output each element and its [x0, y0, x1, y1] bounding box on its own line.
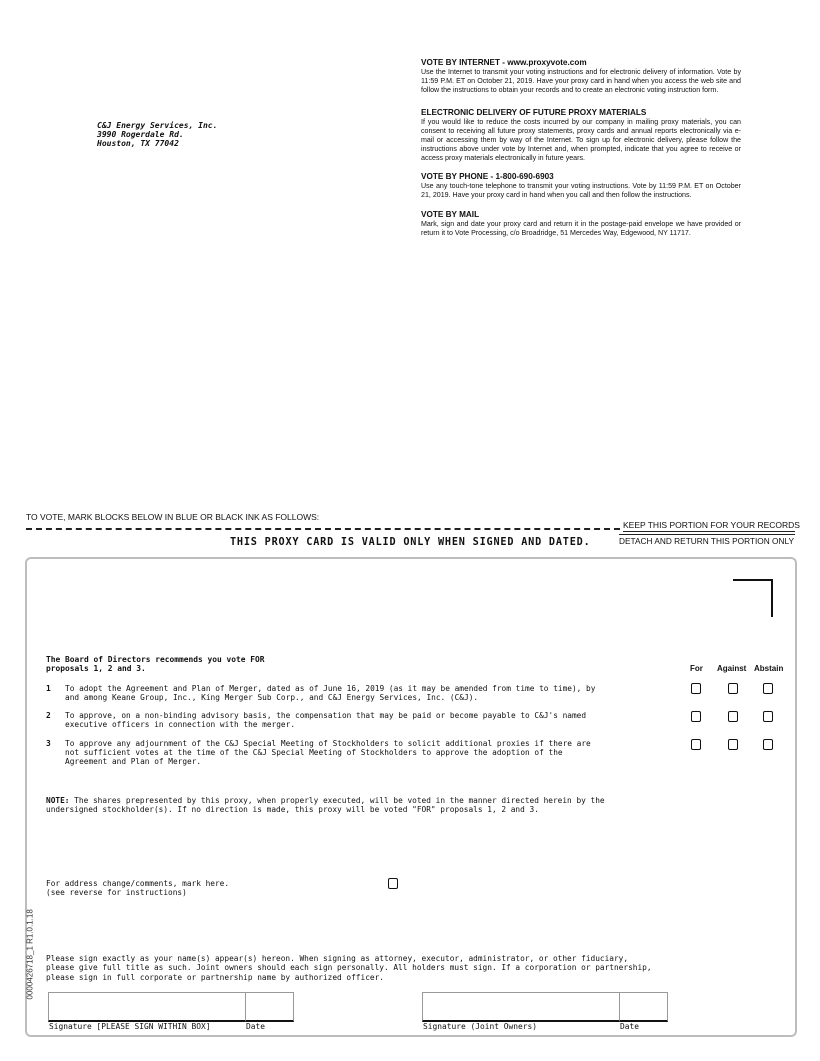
sender-line: 3990 Rogerdale Rd. [97, 130, 184, 139]
proposal-text: To adopt the Agreement and Plan of Merger, dated as of June 16, 2019 (as it may be amended from time to time), by and among Keane Group, Inc., King Merger Sub Corp., and C&J Energy Services, Inc. (C&J). [65, 684, 596, 703]
sign-instruction: Please sign exactly as your name(s) appear(s) hereon. When signing as attorney, executor, administrator, or other fiduciary, please give full title as such. Joint owners should each sign personally. All holders must sign. If a corporation or partnership, please sign in full corporate or partnership name by authorized officer. [46, 954, 652, 982]
section-body: Use the Internet to transmit your voting instructions and for electronic delivery of information. Vote by 11:59 P.M. ET on October 21, 2019. Have your proxy card in hand when you access the web site and follow the instructions to obtain your records and to create an electronic voting instruction form. [421, 68, 741, 94]
proposal-2-against-checkbox[interactable] [728, 711, 738, 722]
column-abstain: Abstain [754, 664, 784, 673]
section-body: Mark, sign and date your proxy card and return it in the postage-paid envelope we have provided or return it to Vote Processing, c/o Broadridge, 51 Mercedes Way, Edgewood, NY 11717. [421, 219, 741, 237]
section-heading: VOTE BY PHONE - 1-800-690-6903 [421, 172, 554, 182]
address-change: For address change/comments, mark here. (see reverse for instructions) [46, 879, 230, 898]
signature-date-box[interactable] [245, 992, 294, 1022]
section-heading: ELECTRONIC DELIVERY OF FUTURE PROXY MATERIALS [421, 108, 647, 118]
proposal-1-against-checkbox[interactable] [728, 683, 738, 694]
proposal-number: 1 [46, 684, 51, 693]
section-body: If you would like to reduce the costs incurred by our company in mailing proxy materials, you can consent to receiving all future proxy statements, proxy cards and annual reports electronically via e-mail or accessing them by way of the Internet. To sign up for electronic delivery, please follow the instructions above under vote by Internet and, when prompted, indicate that you agree to receive or access proxy materials electronically in future years. [421, 118, 741, 162]
voting-instructions [421, 58, 741, 248]
proposal-2-for-checkbox[interactable] [691, 711, 701, 722]
proposal-1-abstain-checkbox[interactable] [763, 683, 773, 694]
column-for: For [690, 664, 703, 673]
vote-by-mail-section [421, 210, 741, 238]
proposal-number: 2 [46, 711, 51, 720]
date-label: Date [246, 1022, 266, 1031]
note-text: NOTE: The shares prepresented by this proxy, when properly executed, will be voted in the manner directed herein by the undersigned stockholder(s). If no direction is made, this proxy will be voted "FOR" proposals 1, 2 and 3. [46, 796, 605, 815]
board-recommendation: The Board of Directors recommends you vote FOR proposals 1, 2 and 3. [46, 655, 265, 673]
proposal-1-for-checkbox[interactable] [691, 683, 701, 694]
joint-signature-label: Signature (Joint Owners) [423, 1022, 538, 1031]
proposal-3-for-checkbox[interactable] [691, 739, 701, 750]
mark-instruction: TO VOTE, MARK BLOCKS BELOW IN BLUE OR BLACK INK AS FOLLOWS: [26, 512, 320, 522]
joint-date-label: Date [620, 1022, 640, 1031]
proposal-2-abstain-checkbox[interactable] [763, 711, 773, 722]
sender-line: Houston, TX 77042 [97, 139, 179, 148]
proposal-text: To approve, on a non-binding advisory basis, the compensation that may be paid or become payable to C&J's named executive officers in connection with the merger. [65, 711, 587, 730]
registration-mark [733, 579, 773, 617]
detach-line [26, 528, 620, 530]
sender-line: C&J Energy Services, Inc. [97, 121, 218, 130]
sender-address [97, 121, 217, 148]
signature-label: Signature [PLEASE SIGN WITHIN BOX] [49, 1022, 211, 1031]
section-heading: VOTE BY MAIL [421, 209, 480, 219]
section-body: Use any touch-tone telephone to transmit your voting instructions. Vote by 11:59 P.M. ET on October 21, 2019. Have your proxy card in hand when you call and then follow the instructions. [421, 182, 741, 200]
joint-signature-date-box[interactable] [619, 992, 668, 1022]
proposal-text: To approve any adjournment of the C&J Special Meeting of Stockholders to solicit additional proxies if there are not sufficient votes at the time of the C&J Special Meeting of Stockholders to approve the adoption of the Agreement and Plan of Merger. [65, 739, 591, 767]
address-change-checkbox[interactable] [388, 878, 398, 889]
proposal-3-abstain-checkbox[interactable] [763, 739, 773, 750]
section-heading: VOTE BY INTERNET - www.proxyvote.com [421, 58, 587, 67]
keep-portion-label: KEEP THIS PORTION FOR YOUR RECORDS [623, 520, 800, 530]
vote-by-phone-section [421, 172, 741, 200]
vote-by-internet-section [421, 58, 741, 94]
proposal-number: 3 [46, 739, 51, 748]
signature-box[interactable] [48, 992, 246, 1022]
joint-signature-box[interactable] [422, 992, 620, 1022]
valid-notice: THIS PROXY CARD IS VALID ONLY WHEN SIGNED AND DATED. [230, 537, 591, 548]
document-id: 0000426718_1 R1.0.1.18 [25, 909, 35, 1000]
detach-portion-label: DETACH AND RETURN THIS PORTION ONLY [619, 536, 795, 546]
electronic-delivery-section [421, 108, 741, 162]
column-against: Against [717, 664, 747, 673]
proposal-3-against-checkbox[interactable] [728, 739, 738, 750]
